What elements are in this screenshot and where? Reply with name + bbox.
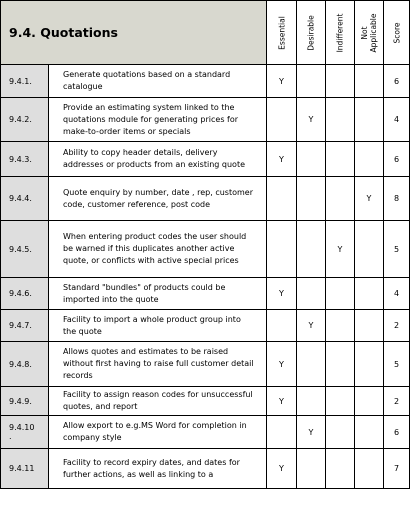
requirement-description: Generate quotations based on a standard catalogue bbox=[49, 65, 267, 98]
indifferent-mark bbox=[326, 98, 355, 142]
column-label-indifferent: Indifferent bbox=[335, 13, 345, 52]
requirement-number: 9.4.2. bbox=[1, 98, 49, 142]
not-applicable-mark bbox=[355, 278, 384, 310]
desirable-mark bbox=[297, 278, 326, 310]
indifferent-mark bbox=[326, 177, 355, 221]
column-header-indifferent bbox=[326, 1, 355, 65]
requirement-description: Provide an estimating system linked to the quotations module for generating prices for make-to-order items or specials bbox=[49, 98, 267, 142]
not-applicable-mark bbox=[355, 449, 384, 489]
table-row bbox=[1, 387, 410, 416]
table-row bbox=[1, 278, 410, 310]
requirement-number: 9.4.4. bbox=[1, 177, 49, 221]
score-value: 6 bbox=[384, 65, 410, 98]
desirable-mark: Y bbox=[297, 416, 326, 449]
essential-mark bbox=[267, 416, 297, 449]
score-value: 4 bbox=[384, 278, 410, 310]
table-row bbox=[1, 416, 410, 449]
desirable-mark bbox=[297, 342, 326, 387]
not-applicable-mark bbox=[355, 65, 384, 98]
table-row bbox=[1, 221, 410, 278]
indifferent-mark bbox=[326, 65, 355, 98]
essential-mark: Y bbox=[267, 278, 297, 310]
desirable-mark bbox=[297, 177, 326, 221]
column-header-score bbox=[384, 1, 410, 65]
requirements-body bbox=[1, 65, 410, 489]
desirable-mark: Y bbox=[297, 310, 326, 342]
essential-mark bbox=[267, 310, 297, 342]
indifferent-mark bbox=[326, 387, 355, 416]
desirable-mark bbox=[297, 221, 326, 278]
desirable-mark bbox=[297, 65, 326, 98]
not-applicable-mark bbox=[355, 342, 384, 387]
indifferent-mark bbox=[326, 310, 355, 342]
essential-mark: Y bbox=[267, 342, 297, 387]
requirement-description: Quote enquiry by number, date , rep, customer code, customer reference, post code bbox=[49, 177, 267, 221]
score-value: 2 bbox=[384, 387, 410, 416]
essential-mark bbox=[267, 98, 297, 142]
essential-mark: Y bbox=[267, 65, 297, 98]
header-row bbox=[1, 1, 410, 65]
requirement-number: 9.4.8. bbox=[1, 342, 49, 387]
score-value: 7 bbox=[384, 449, 410, 489]
requirement-number: 9.4.11 bbox=[1, 449, 49, 489]
not-applicable-mark bbox=[355, 221, 384, 278]
score-value: 8 bbox=[384, 177, 410, 221]
not-applicable-mark: Y bbox=[355, 177, 384, 221]
requirement-description: Ability to copy header details, delivery addresses or products from an existing quote bbox=[49, 142, 267, 177]
desirable-mark: Y bbox=[297, 98, 326, 142]
column-header-essential bbox=[267, 1, 297, 65]
column-label-score: Score bbox=[392, 21, 401, 44]
not-applicable-mark bbox=[355, 416, 384, 449]
table-row bbox=[1, 449, 410, 489]
table-row bbox=[1, 310, 410, 342]
desirable-mark bbox=[297, 387, 326, 416]
essential-mark: Y bbox=[267, 142, 297, 177]
table-row bbox=[1, 342, 410, 387]
essential-mark: Y bbox=[267, 387, 297, 416]
requirement-number: 9.4.3. bbox=[1, 142, 49, 177]
essential-mark bbox=[267, 221, 297, 278]
score-value: 4 bbox=[384, 98, 410, 142]
requirement-number: 9.4.7. bbox=[1, 310, 49, 342]
not-applicable-mark bbox=[355, 142, 384, 177]
section-title: 9.4. Quotations bbox=[1, 1, 267, 65]
requirement-number: 9.4.6. bbox=[1, 278, 49, 310]
desirable-mark bbox=[297, 142, 326, 177]
score-value: 5 bbox=[384, 221, 410, 278]
requirement-description: Facility to assign reason codes for unsuccessful quotes, and report bbox=[49, 387, 267, 416]
requirement-number: 9.4.9. bbox=[1, 387, 49, 416]
column-label-essential: Essential bbox=[277, 15, 286, 50]
table-row bbox=[1, 177, 410, 221]
not-applicable-mark bbox=[355, 387, 384, 416]
indifferent-mark bbox=[326, 142, 355, 177]
essential-mark: Y bbox=[267, 449, 297, 489]
indifferent-mark bbox=[326, 278, 355, 310]
requirement-number: 9.4.1. bbox=[1, 65, 49, 98]
table-row bbox=[1, 98, 410, 142]
requirement-description: Facility to import a whole product group into the quote bbox=[49, 310, 267, 342]
requirement-description: Allows quotes and estimates to be raised without first having to raise full customer detail records bbox=[49, 342, 267, 387]
table-row bbox=[1, 65, 410, 98]
table-row bbox=[1, 142, 410, 177]
indifferent-mark: Y bbox=[326, 221, 355, 278]
requirement-description: Allow export to e.g.MS Word for completion in company style bbox=[49, 416, 267, 449]
indifferent-mark bbox=[326, 342, 355, 387]
indifferent-mark bbox=[326, 416, 355, 449]
column-header-desirable bbox=[297, 1, 326, 65]
requirement-description: Standard "bundles" of products could be imported into the quote bbox=[49, 278, 267, 310]
not-applicable-mark bbox=[355, 310, 384, 342]
score-value: 6 bbox=[384, 416, 410, 449]
indifferent-mark bbox=[326, 449, 355, 489]
score-value: 6 bbox=[384, 142, 410, 177]
requirement-number: 9.4.5. bbox=[1, 221, 49, 278]
column-label-not-applicable: Not Applicable bbox=[360, 13, 378, 52]
requirement-description: When entering product codes the user should be warned if this duplicates another active quote, or conflicts with active special prices bbox=[49, 221, 267, 278]
desirable-mark bbox=[297, 449, 326, 489]
essential-mark bbox=[267, 177, 297, 221]
requirement-number: 9.4.10 . bbox=[1, 416, 49, 449]
score-value: 2 bbox=[384, 310, 410, 342]
not-applicable-mark bbox=[355, 98, 384, 142]
column-label-desirable: Desirable bbox=[306, 14, 316, 51]
score-value: 5 bbox=[384, 342, 410, 387]
column-header-not-applicable bbox=[355, 1, 384, 65]
requirement-description: Facility to record expiry dates, and dates for further actions, as well as linking to a bbox=[49, 449, 267, 489]
